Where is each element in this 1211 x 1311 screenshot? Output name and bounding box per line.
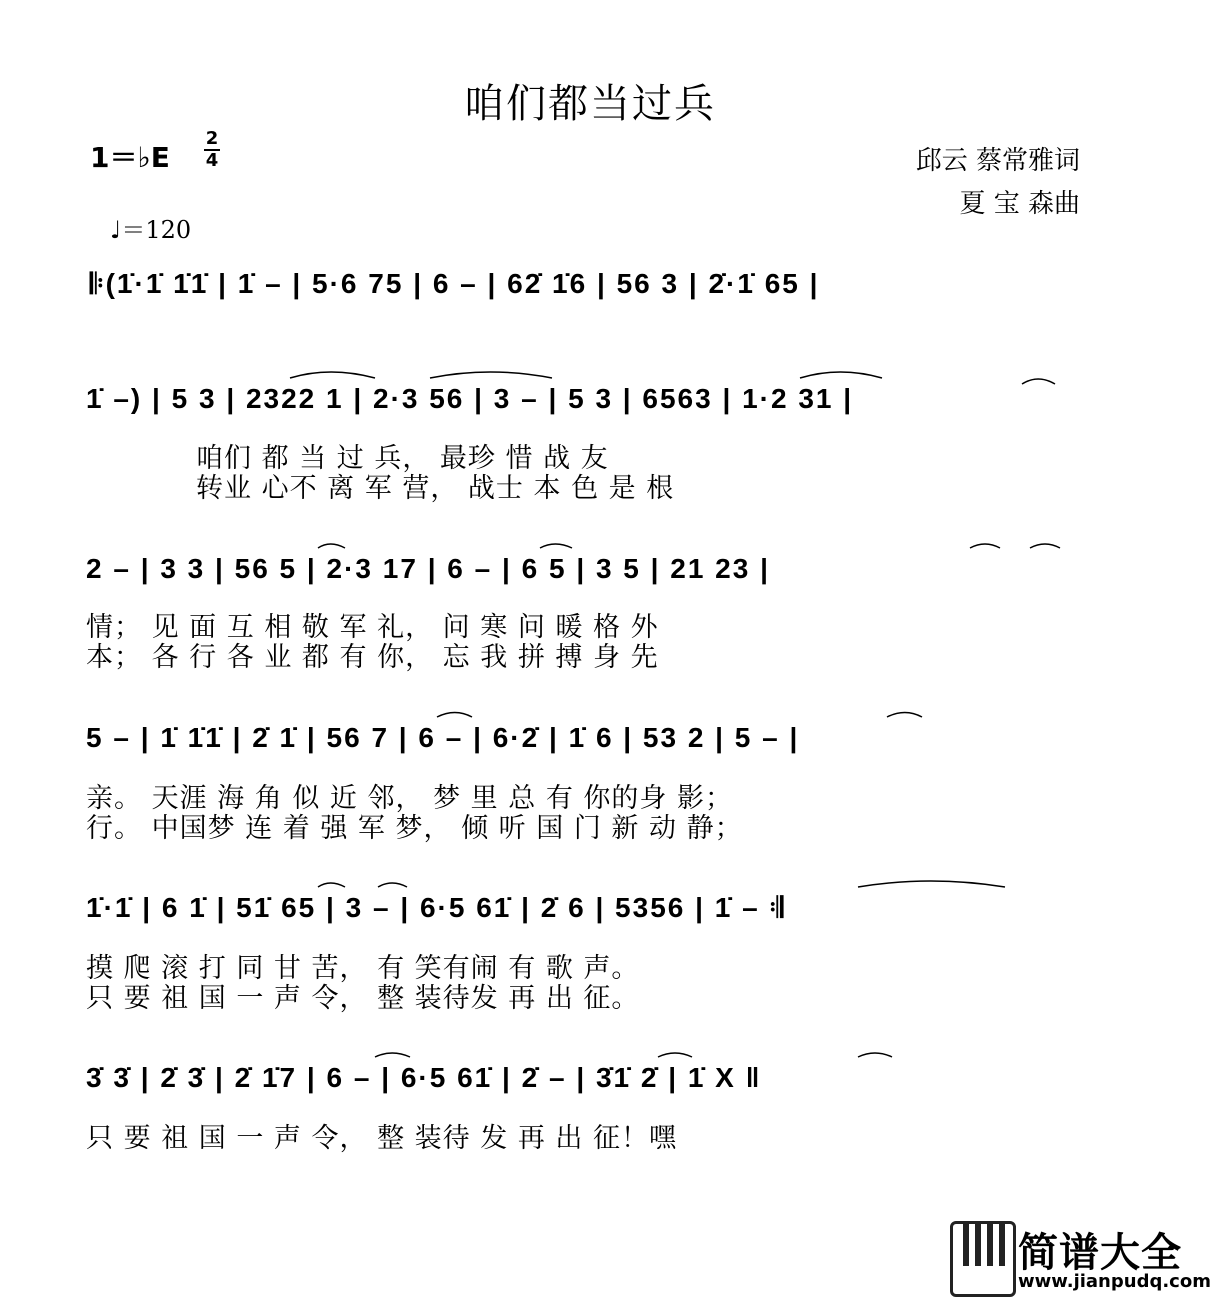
- slur-arc: [318, 883, 345, 887]
- slur-arc: [858, 881, 1005, 887]
- notation-row-3: 2 – | 3 3 | 56 5 | 2·3 17 | 6 – | 6 5 | 3 5 | 21 23 |: [86, 553, 770, 584]
- time-sig-bottom: 4: [205, 150, 219, 171]
- song-title: 咱们都当过兵: [464, 81, 716, 127]
- lyrics-row-3-verse-2: 本； 各 行 各 业 都 有 你， 忘 我 拼 搏 身 先: [86, 642, 659, 673]
- slur-arc: [858, 1053, 892, 1057]
- lyrics-row-3-verse-1: 情； 见 面 互 相 敬 军 礼， 问 寒 问 暖 格 外: [86, 612, 659, 643]
- tempo-marking: ♩＝120: [110, 216, 192, 244]
- notation-row-6: 3̇ 3̇ | 2̇ 3̇ | 2̇ 1̇7 | 6 – | 6·5 61̇ | 2̇ – | 3̇1̇ 2̇ | 1̇ X ‖: [86, 1062, 762, 1093]
- notation-row-5: 1̇·1̇ | 6 1̇ | 51̇ 65 | 3 – | 6·5 61̇ | 2̇ 6 | 5356 | 1̇ – 𝄇: [86, 892, 786, 923]
- slur-arc: [970, 544, 1000, 548]
- slur-arc: [375, 1053, 410, 1057]
- lyrics-row-4-verse-2: 行。 中国梦 连 着 强 军 梦， 倾 听 国 门 新 动 静；: [86, 813, 743, 844]
- slur-arc: [378, 883, 407, 887]
- slur-arc: [1022, 379, 1055, 384]
- piano-keys-icon: [950, 1221, 1016, 1297]
- watermark-logo: [950, 1221, 1211, 1301]
- lyrics-row-5-verse-2: 只 要 祖 国 一 声 令， 整 装待发 再 出 征。: [86, 983, 640, 1014]
- lyrics-row-4-verse-1: 亲。 天涯 海 角 似 近 邻， 梦 里 总 有 你的身 影；: [86, 783, 733, 814]
- slur-arc: [437, 713, 472, 718]
- lyrics-row-2-verse-1: 咱们 都 当 过 兵， 最珍 惜 战 友: [196, 443, 609, 474]
- slur-arc: [540, 544, 572, 548]
- watermark-text: 简谱大全: [1018, 1230, 1182, 1276]
- lyrics-row-5-verse-1: 摸 爬 滚 打 同 甘 苦， 有 笑有闹 有 歌 声。: [86, 953, 640, 984]
- slur-arc: [290, 372, 375, 378]
- slur-arc: [430, 372, 552, 378]
- slur-arc: [658, 1053, 692, 1057]
- notation-row-4: 5 – | 1̇ 1̇1̇ | 2̇ 1̇ | 56 7 | 6 – | 6·2̇ | 1̇ 6 | 53 2 | 5 – |: [86, 722, 800, 753]
- slur-arc: [318, 544, 345, 548]
- slur-arc: [800, 372, 882, 378]
- lyrics-row-2-verse-2: 转业 心不 离 军 营， 战士 本 色 是 根: [196, 473, 675, 504]
- watermark-url: www.jianpudq.com: [1018, 1271, 1211, 1292]
- lyricist-credit: 邱云 蔡常雅词: [915, 146, 1080, 176]
- notation-row-1: 𝄆(1̇·1̇ 1̇1̇ | 1̇ – | 5·6 75 | 6 – | 62̇ 1̇6 | 56 3 | 2̇·1̇ 65 |: [90, 268, 820, 299]
- time-sig-top: 2: [205, 128, 219, 149]
- notation-row-2: 1̇ –) | 5 3 | 2322 1 | 2·3 56 | 3 – | 5 3 | 6563 | 1·2 31 |: [86, 383, 854, 414]
- slur-arc: [887, 713, 922, 718]
- slur-arc: [1030, 544, 1060, 548]
- composer-credit: 夏 宝 森曲: [959, 189, 1080, 219]
- key-signature: 1＝♭E: [90, 141, 170, 174]
- lyrics-row-6-verse-1: 只 要 祖 国 一 声 令， 整 装待 发 再 出 征！嘿: [86, 1123, 677, 1154]
